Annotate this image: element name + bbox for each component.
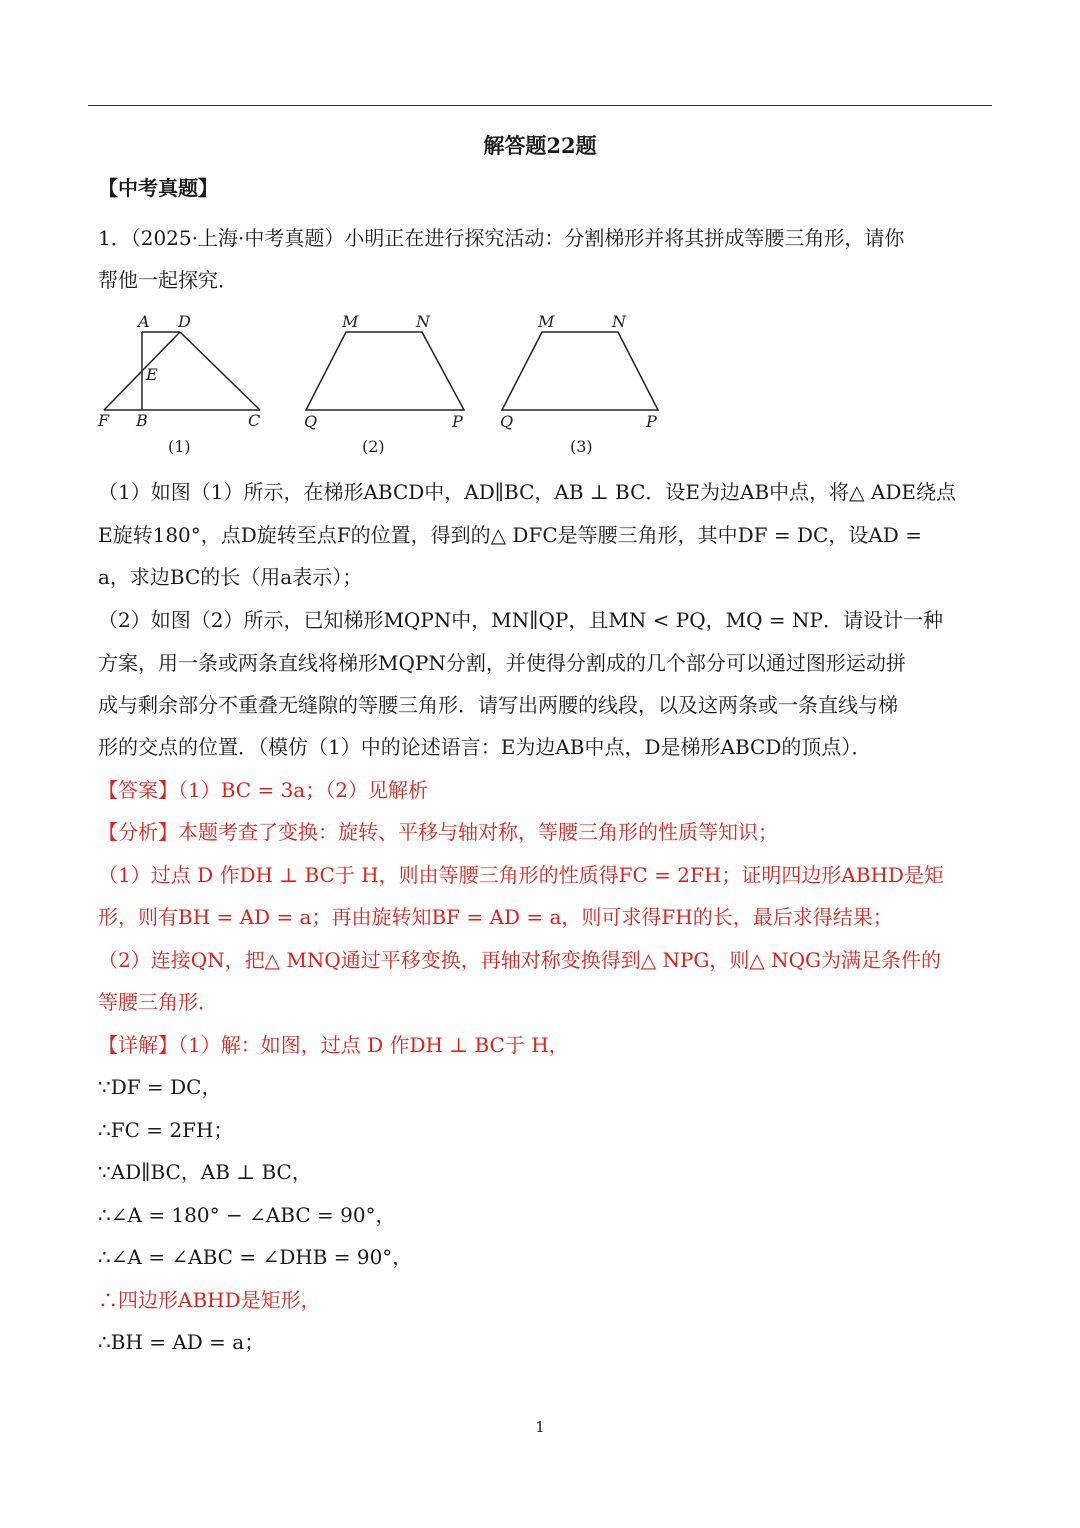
figure-3 <box>494 306 674 461</box>
label-N: N <box>612 312 626 331</box>
question-line-1: 1．（2025·上海·中考真题）小明正在进行探究活动：分割梯形并将其拼成等腰三角形，请你 <box>98 226 905 250</box>
step-line: ∴BH = AD = a； <box>98 1330 265 1354</box>
part2-line-4: 形的交点的位置．（模仿（1）中的论述语言：E为边AB中点，D是梯形ABCD的顶点）． <box>98 735 872 759</box>
part1-line-3: a，求边BC的长（用a表示）； <box>98 565 363 589</box>
part2-line-3: 成与剩余部分不重叠无缝隙的等腰三角形．请写出两腰的线段，以及这两条或一条直线与梯 <box>98 693 898 717</box>
analysis-line-2: （1）过点 D 作DH ⊥ BC于 H，则由等腰三角形的性质得FC = 2FH；证明四边形ABHD是矩 <box>98 863 944 887</box>
page-title: 解答题22题 <box>483 133 597 158</box>
label-A: A <box>138 312 150 331</box>
question-line-2: 帮他一起探究． <box>98 268 238 292</box>
label-D: D <box>178 312 191 331</box>
label-M: M <box>342 312 359 331</box>
label-P: P <box>646 412 657 431</box>
part2-line-1: （2）如图（2）所示，已知梯形MQPN中，MN∥QP，且MN < PQ，MQ = NP．请设计一种 <box>98 608 943 632</box>
part1-line-1: （1）如图（1）所示，在梯形ABCD中，AD∥BC，AB ⊥ BC．设E为边AB中点，将△ ADE绕点 <box>98 480 956 504</box>
part1-line-2: E旋转180°，点D旋转至点F的位置，得到的△ DFC是等腰三角形，其中DF = DC，设AD = <box>98 523 922 547</box>
label-B: B <box>136 411 148 430</box>
label-F: F <box>98 411 110 430</box>
part2-line-2: 方案，用一条或两条直线将梯形MQPN分割，并使得分割成的几个部分可以通过图形运动拼 <box>98 651 906 675</box>
label-E: E <box>146 365 158 384</box>
figure-1-caption: (1) <box>168 437 191 456</box>
analysis-line-5: 等腰三角形． <box>98 990 218 1014</box>
analysis-line-1: 【分析】本题考查了变换：旋转、平移与轴对称，等腰三角形的性质等知识； <box>98 820 778 844</box>
figure-3-caption: (3) <box>570 437 593 456</box>
page-number: 1 <box>535 1418 545 1436</box>
label-N: N <box>416 312 430 331</box>
step-line: ∴∠A = 180° − ∠ABC = 90°， <box>98 1203 396 1227</box>
analysis-line-3: 形，则有BH = AD = a；再由旋转知BF = AD = a，则可求得FH的长，最后求得结果； <box>98 905 893 929</box>
step-line: ∵DF = DC， <box>98 1075 222 1099</box>
header-rule <box>88 105 992 106</box>
label-C: C <box>248 411 261 430</box>
label-Q: Q <box>304 412 318 431</box>
label-Q: Q <box>500 412 514 431</box>
label-P: P <box>452 412 463 431</box>
figure-2 <box>298 306 478 461</box>
step-line: ∵AD∥BC，AB ⊥ BC， <box>98 1160 312 1184</box>
analysis-line-4: （2）连接QN，把△ MNQ通过平移变换，再轴对称变换得到△ NPG，则△ NQG为满足条件的 <box>98 948 942 972</box>
figure-2-caption: (2) <box>362 437 385 456</box>
section-heading: 【中考真题】 <box>98 176 218 200</box>
step-line-rectangle: ∴四边形ABHD是矩形， <box>98 1288 321 1312</box>
answer-line: 【答案】（1）BC = 3a；（2）见解析 <box>98 778 428 802</box>
step-line: ∴∠A = ∠ABC = ∠DHB = 90°， <box>98 1245 413 1269</box>
label-M: M <box>538 312 555 331</box>
figure-1 <box>92 306 272 461</box>
step-line: ∴FC = 2FH； <box>98 1118 234 1142</box>
detail-heading: 【详解】（1）解：如图，过点 D 作DH ⊥ BC于 H， <box>98 1033 569 1057</box>
